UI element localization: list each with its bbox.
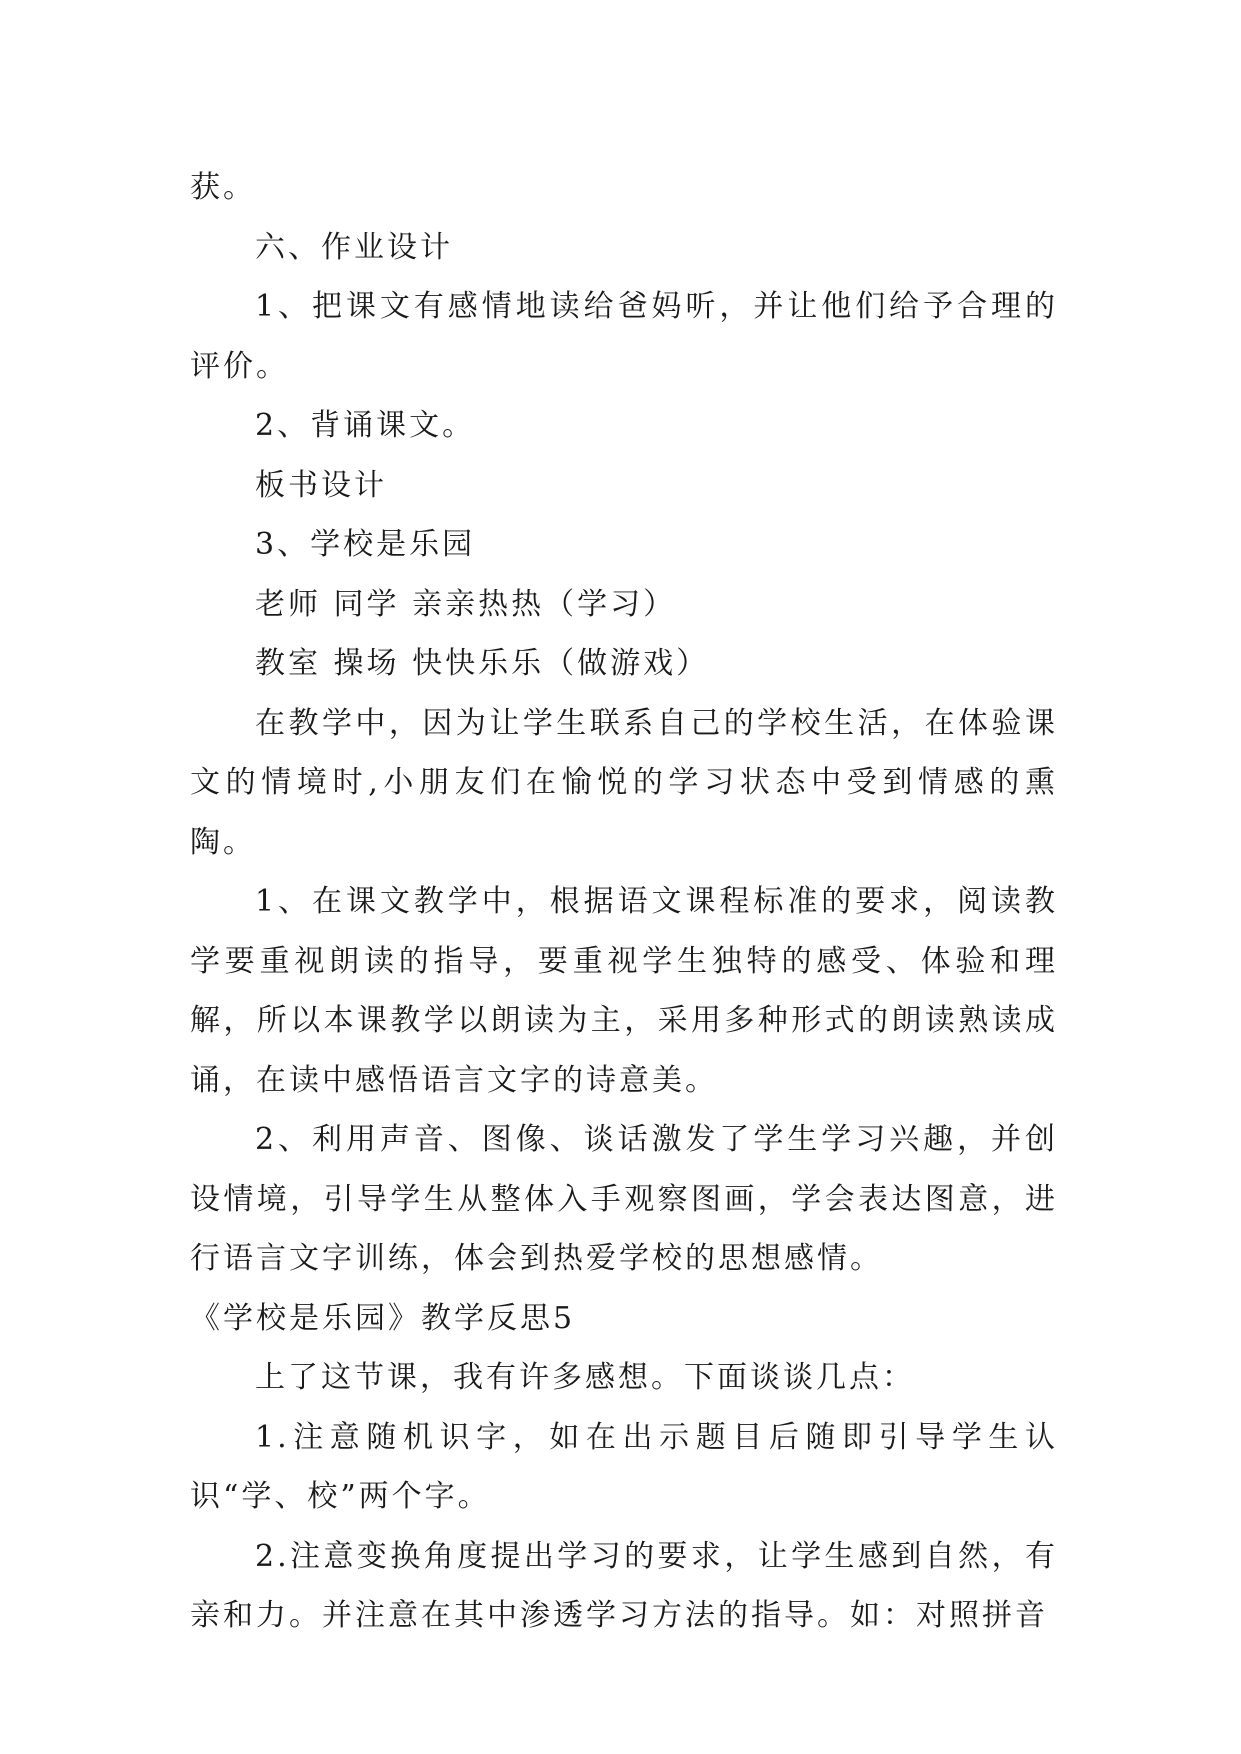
section-heading: 板书设计 xyxy=(255,467,387,503)
paragraph: 老师 同学 亲亲热热（学习） xyxy=(255,586,677,622)
paragraph: 1、把课文有感情地读给爸妈听，并让他们给予合理的评价。 xyxy=(190,289,1058,384)
section-heading: 六、作业设计 xyxy=(255,229,453,265)
paragraph: 获。 xyxy=(190,170,256,205)
paragraph: 上了这节课，我有许多感想。下面谈谈几点： xyxy=(255,1360,915,1395)
paragraph: 在教学中，因为让学生联系自己的学校生活，在体验课文的情境时,小朋友们在愉悦的学习状态中受到情感的熏陶。 xyxy=(190,705,1058,860)
paragraph: 2、背诵课文。 xyxy=(255,408,476,443)
article-title: 《学校是乐园》教学反思5 xyxy=(190,1300,576,1336)
document-body xyxy=(190,158,1058,1646)
paragraph: 2.注意变换角度提出学习的要求，让学生感到自然，有亲和力。并注意在其中渗透学习方法的指导。如：对照拼音 xyxy=(190,1538,1058,1633)
paragraph: 1.注意随机识字，如在出示题目后随即引导学生认识“学、校”两个字。 xyxy=(190,1419,1058,1514)
paragraph: 1、在课文教学中，根据语文课程标准的要求，阅读教学要重视朗读的指导，要重视学生独特的感受、体验和理解，所以本课教学以朗读为主，采用多种形式的朗读熟读成诵，在读中感悟语言文字的诗意美。 xyxy=(190,884,1058,1098)
paragraph: 3、学校是乐园 xyxy=(255,527,476,562)
paragraph: 2、利用声音、图像、谈话激发了学生学习兴趣，并创设情境，引导学生从整体入手观察图画，学会表达图意，进行语言文字训练，体会到热爱学校的思想感情。 xyxy=(190,1122,1058,1276)
paragraph: 教室 操场 快快乐乐（做游戏） xyxy=(255,646,710,681)
